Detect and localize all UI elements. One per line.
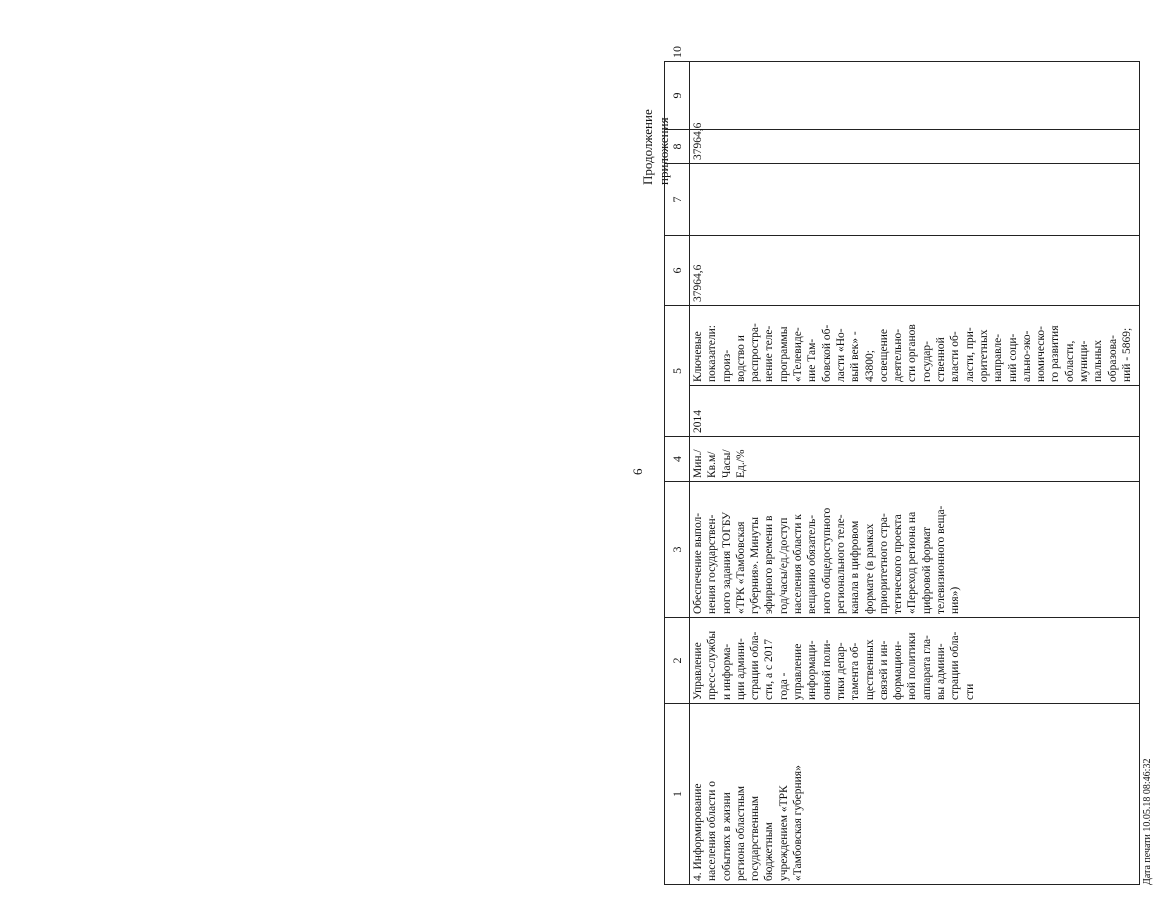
- col-header-9: 9: [665, 62, 690, 130]
- continuation-label: Продолжение приложения: [640, 109, 671, 185]
- cell-indicator: Обеспечение выпол- нения государствен- ного задания ТОГБУ «ТРК «Тамбовская губерния». Минуты эфирного времени в год/часы/ед./доступ населения области к вещанию обязатель- ного общедоступного регионального теле- канала в цифровом формате (в рамках приоритетного стра- тегического проекта «Переход региона на цифровой формат телевизионного веща- ния»): [690, 482, 1140, 618]
- cell-col8-value: 37964,6: [690, 130, 1140, 164]
- col-header-7: 7: [665, 164, 690, 236]
- col-header-1: 1: [665, 704, 690, 885]
- program-table: [664, 46, 1140, 885]
- cell-event: 4. Информирование населения области о событиях в жизни региона областным государственным бюджетным учреждением «ТРК «Тамбовская губерния»: [690, 704, 1140, 885]
- col-header-5: 5: [665, 306, 690, 437]
- col-header-8: 8: [665, 130, 690, 164]
- cell-col7-value: [690, 164, 1140, 236]
- col-header-3: 3: [665, 482, 690, 618]
- cell-col6-value: 37964,6: [690, 236, 1140, 306]
- cell-units: Мин./ Кв.м/ Часы/ Ед./%: [690, 437, 1140, 482]
- col-header-6: 6: [665, 236, 690, 306]
- page-number: 6: [630, 468, 645, 475]
- table-row: [690, 62, 1140, 885]
- col-header-4: 4: [665, 437, 690, 482]
- cell-key-indicators: Ключевые показатели: произ- водство и распростра- нение теле- программы «Телевиде- ние Там- бовской об- ласти «Но- вый век» - 43800; освещение деятельно- сти органов государ- ственной власти об- ласти, при- оритетных направле- ний соци- ально-эко- номическо- го развития области, муници- пальных образова- ний - 5869;: [690, 306, 1140, 386]
- cell-year: 2014: [690, 386, 1140, 437]
- rotated-landscape-page: [628, 45, 1168, 885]
- cell-col9-value: [690, 62, 1140, 130]
- cell-responsible: Управление пресс-службы и информа- ции админи- страции обла- сти, а с 2017 года - управление информаци- онной поли- тики депар- тамента об- щественных связей и ин- формацион- ной политики аппарата гла- вы админи- страции обла- сти: [690, 618, 1140, 704]
- print-date: Дата печати 10.05.18 08:46:32: [1142, 758, 1153, 885]
- col-header-2: 2: [665, 618, 690, 704]
- column-header-row: 1 2 3 4 5 6 7 8 9 10: [665, 62, 690, 885]
